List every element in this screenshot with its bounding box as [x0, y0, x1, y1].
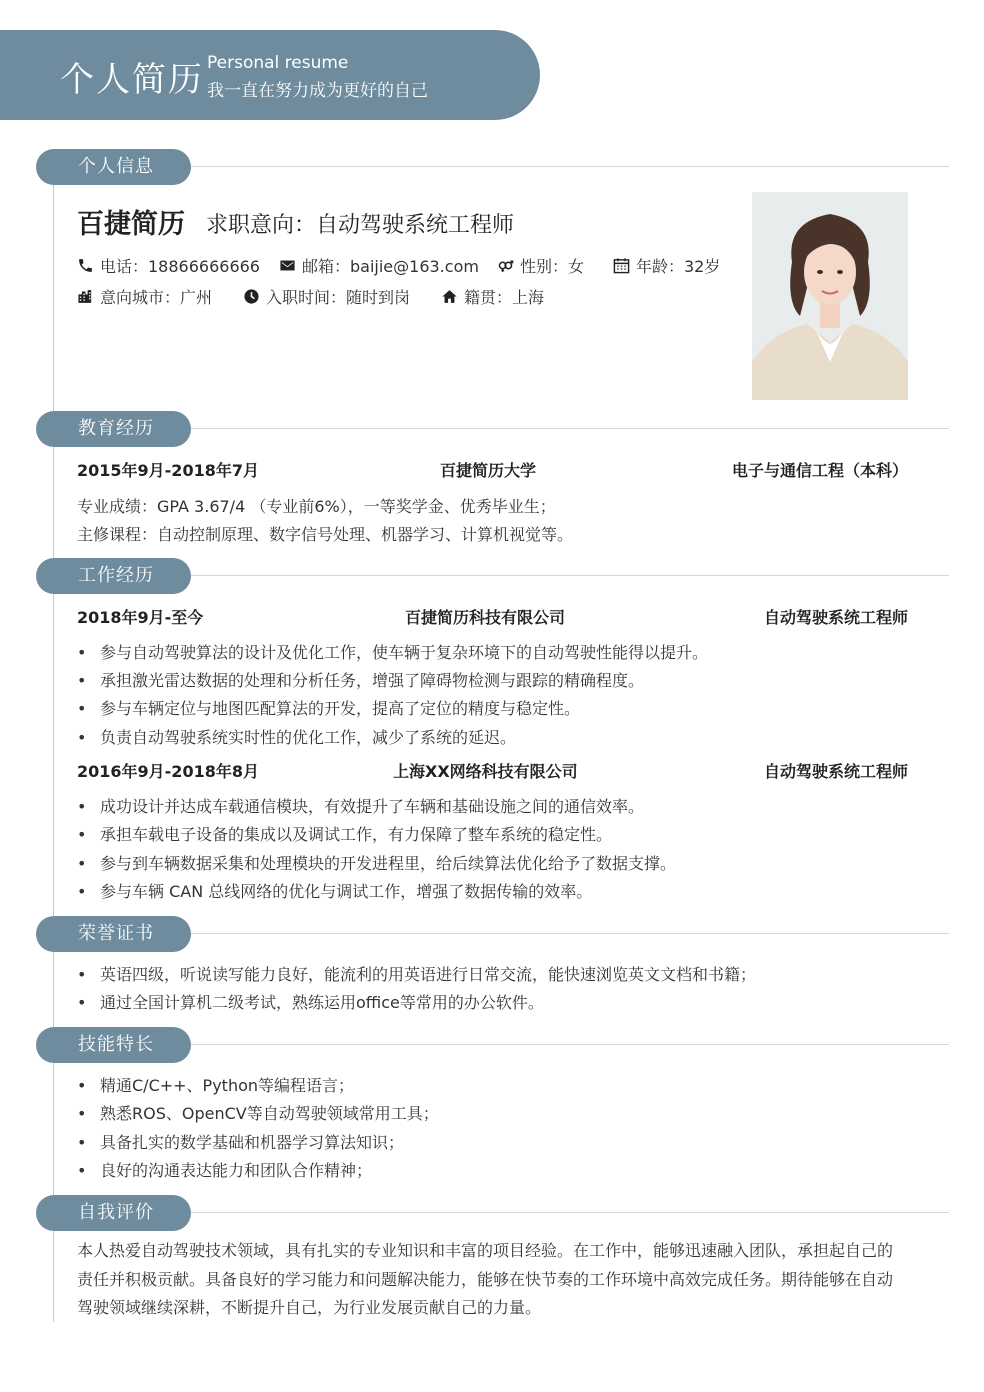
phone-text: 电话：18866666666: [100, 257, 260, 276]
resume-title: 个人简历: [60, 60, 204, 100]
info-gender: [497, 254, 584, 277]
work-row: [77, 605, 908, 629]
section-title: 自我评价: [36, 1195, 191, 1231]
section-divider: [191, 933, 949, 934]
section-divider: [191, 1212, 949, 1213]
gender-icon: [497, 257, 514, 274]
section-title: 荣誉证书: [36, 916, 191, 952]
info-email: [279, 254, 479, 277]
list-item: • 参与车辆定位与地图匹配算法的开发，提高了定位的精度与稳定性。: [77, 696, 580, 719]
education-detail: 主修课程：自动控制原理、数字信号处理、机器学习、计算机视觉等。: [77, 525, 574, 544]
resume-subtitle-en: Personal resume: [207, 53, 349, 73]
education-school: 百捷简历大学: [440, 461, 537, 480]
education-row: [77, 458, 908, 482]
list-item: • 英语四级，听说读写能力良好，能流利的用英语进行日常交流，能快速浏览英文文档和书籍；: [77, 962, 756, 985]
candidate-name: 百捷简历: [77, 209, 185, 240]
info-origin: [441, 285, 544, 308]
work-company: 上海XX网络科技有限公司: [393, 762, 578, 781]
work-period: 2016年9月-2018年8月: [77, 762, 259, 781]
list-item: • 负责自动驾驶系统实时性的优化工作，减少了系统的延迟。: [77, 725, 516, 748]
education-major: 电子与通信工程（本科）: [731, 461, 908, 480]
section-header-honors: [36, 916, 949, 952]
section-divider: [191, 428, 949, 429]
origin-text: 籍贯：上海: [464, 288, 545, 307]
resume-motto: 我一直在努力成为更好的自己: [207, 81, 428, 101]
work-role: 自动驾驶系统工程师: [763, 762, 908, 781]
education-period: 2015年9月-2018年7月: [77, 461, 259, 480]
mail-icon: [279, 257, 296, 274]
list-item: • 承担车载电子设备的集成以及调试工作，有力保障了整车系统的稳定性。: [77, 822, 612, 845]
home-icon: [441, 288, 458, 305]
list-item: • 具备扎实的数学基础和机器学习算法知识；: [77, 1130, 404, 1153]
info-start: [243, 285, 410, 308]
info-age: [613, 254, 720, 277]
phone-icon: [77, 257, 94, 274]
section-divider: [191, 166, 949, 167]
clock-icon: [243, 288, 260, 305]
section-header-skills: [36, 1027, 949, 1063]
work-row: [77, 759, 908, 783]
profile-photo: [752, 192, 908, 400]
timeline-line: [53, 167, 54, 1322]
section-title: 技能特长: [36, 1027, 191, 1063]
age-text: 年龄：32岁: [636, 257, 721, 276]
list-item: • 熟悉ROS、OpenCV等自动驾驶领域常用工具；: [77, 1101, 439, 1124]
list-item: • 参与车辆 CAN 总线网络的优化与调试工作，增强了数据传输的效率。: [77, 879, 592, 902]
work-period: 2018年9月-至今: [77, 608, 204, 627]
calendar-icon: [613, 257, 630, 274]
section-title: 教育经历: [36, 411, 191, 447]
portrait-illustration: [752, 192, 908, 400]
section-title: 个人信息: [36, 149, 191, 185]
info-phone: [77, 254, 260, 277]
job-intent: 求职意向：自动驾驶系统工程师: [206, 213, 515, 238]
building-icon: [77, 288, 94, 305]
gender-text: 性别：女: [520, 257, 585, 276]
list-item: • 精通C/C++、Python等编程语言；: [77, 1073, 354, 1096]
email-text: 邮箱：baijie@163.com: [302, 257, 479, 276]
list-item: • 良好的沟通表达能力和团队合作精神；: [77, 1158, 372, 1181]
section-divider: [191, 575, 949, 576]
work-role: 自动驾驶系统工程师: [763, 608, 908, 627]
work-company: 百捷简历科技有限公司: [405, 608, 566, 627]
section-header-work: [36, 558, 949, 594]
city-text: 意向城市：广州: [100, 288, 213, 307]
start-time-text: 入职时间：随时到岗: [266, 288, 411, 307]
section-header-education: [36, 411, 949, 447]
header-banner: [0, 30, 540, 120]
list-item: • 参与到车辆数据采集和处理模块的开发进程里，给后续算法优化给予了数据支撑。: [77, 851, 676, 874]
self-evaluation-text: 本人热爱自动驾驶技术领域，具有扎实的专业知识和丰富的项目经验。在工作中，能够迅速融入团队，承担起自己的责任并积极贡献。具备良好的学习能力和问题解决能力，能够在快节奏的工作环境中高效完成任务。期待能够在自动驾驶领域继续深耕，不断提升自己，为行业发展贡献自己的力量。: [77, 1241, 894, 1317]
info-city: [77, 285, 212, 308]
section-divider: [191, 1044, 949, 1045]
list-item: • 参与自动驾驶算法的设计及优化工作，使车辆于复杂环境下的自动驾驶性能得以提升。: [77, 640, 708, 663]
list-item: • 承担激光雷达数据的处理和分析任务，增强了障碍物检测与跟踪的精确程度。: [77, 668, 644, 691]
section-title: 工作经历: [36, 558, 191, 594]
list-item: • 成功设计并达成车载通信模块，有效提升了车辆和基础设施之间的通信效率。: [77, 794, 644, 817]
section-header-self: [36, 1195, 949, 1231]
list-item: • 通过全国计算机二级考试，熟练运用office等常用的办公软件。: [77, 990, 544, 1013]
section-header-personal: [36, 149, 949, 185]
education-detail: 专业成绩：GPA 3.67/4 （专业前6%），一等奖学金、优秀毕业生；: [77, 497, 556, 516]
